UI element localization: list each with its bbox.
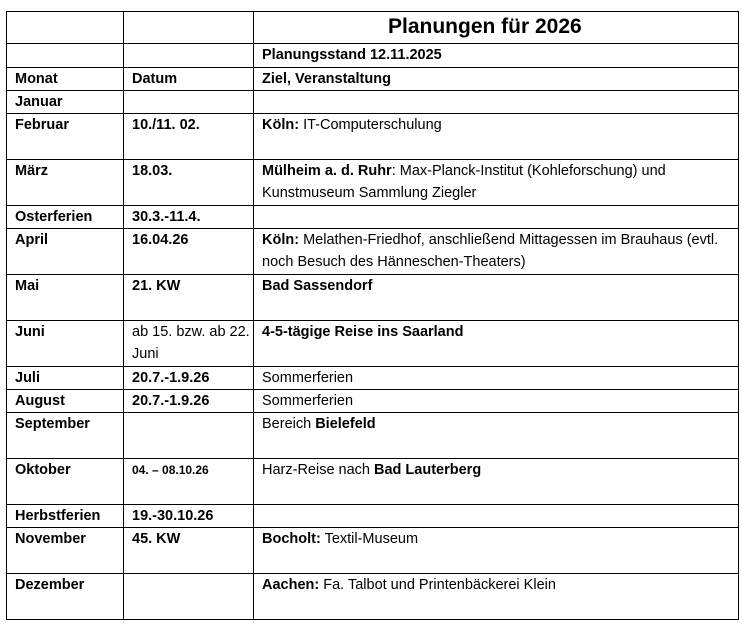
table-row (7, 91, 739, 114)
planning-status: Planungsstand 12.11.2025 (254, 44, 739, 68)
date-cell: 45. KW (124, 528, 254, 574)
empty-cell (7, 12, 124, 44)
event-prefix: Harz-Reise nach (262, 462, 375, 478)
date-cell: 19.-30.10.26 (124, 505, 254, 528)
table-row (7, 367, 739, 390)
month-cell: Februar (7, 114, 124, 160)
empty-cell (124, 12, 254, 44)
event-cell (254, 206, 739, 229)
event-cell (254, 528, 739, 574)
month-cell: Januar (7, 91, 124, 114)
date-cell (124, 91, 254, 114)
month-cell: Dezember (7, 574, 124, 620)
month-cell: April (7, 229, 124, 275)
event-place: Bielefeld (315, 416, 376, 432)
page-title: Planungen für 2026 (254, 12, 739, 44)
event-detail: : Max-Planck-Institut (Kohleforschung) und Kunstmuseum Sammlung Ziegler (262, 163, 666, 201)
event-cell (254, 321, 739, 367)
event-cell (254, 114, 739, 160)
event-detail: Fa. Talbot und Printenbäckerei Klein (319, 577, 556, 593)
event-cell (254, 459, 739, 505)
date-cell: 16.04.26 (124, 229, 254, 275)
event-cell: Sommerferien (254, 367, 739, 390)
table-row (7, 413, 739, 459)
date-cell: ab 15. bzw. ab 22. Juni (124, 321, 254, 367)
month-cell: September (7, 413, 124, 459)
month-cell: November (7, 528, 124, 574)
event-place: Köln: (262, 232, 300, 248)
month-cell: Juli (7, 367, 124, 390)
month-cell: Mai (7, 275, 124, 321)
month-cell: März (7, 160, 124, 206)
event-place: Köln: (262, 117, 300, 133)
planning-table (6, 11, 739, 620)
event-cell (254, 574, 739, 620)
event-place: Bad Lauterberg (374, 462, 482, 478)
date-cell: 18.03. (124, 160, 254, 206)
header-date: Datum (124, 68, 254, 91)
event-place: Bad Sassendorf (262, 278, 373, 294)
table-row (7, 206, 739, 229)
date-cell (124, 574, 254, 620)
table-row (7, 275, 739, 321)
event-cell (254, 160, 739, 206)
month-cell: Osterferien (7, 206, 124, 229)
event-place: Bocholt: (262, 531, 321, 547)
event-cell (254, 275, 739, 321)
table-row (7, 459, 739, 505)
table-row (7, 390, 739, 413)
event-place: Aachen: (262, 577, 320, 593)
month-cell: Oktober (7, 459, 124, 505)
table-row (7, 574, 739, 620)
event-place: 4-5-tägige Reise ins Saarland (262, 324, 464, 340)
date-cell: 20.7.-1.9.26 (124, 390, 254, 413)
month-cell: Juni (7, 321, 124, 367)
date-cell: 04. – 08.10.26 (124, 459, 254, 505)
event-cell (254, 413, 739, 459)
event-cell (254, 91, 739, 114)
header-month: Monat (7, 68, 124, 91)
date-cell: 10./11. 02. (124, 114, 254, 160)
event-detail: IT-Computerschulung (299, 117, 442, 133)
date-cell: 21. KW (124, 275, 254, 321)
date-cell (124, 413, 254, 459)
table-row (7, 321, 739, 367)
header-event: Ziel, Veranstaltung (254, 68, 739, 91)
event-detail: Melathen-Friedhof, anschließend Mittagessen im Brauhaus (evtl. noch Besuch des Hänneschen-Theaters) (262, 232, 719, 270)
month-cell: August (7, 390, 124, 413)
event-detail: Textil-Museum (320, 531, 419, 547)
date-cell: 20.7.-1.9.26 (124, 367, 254, 390)
event-cell (254, 505, 739, 528)
event-cell (254, 229, 739, 275)
table-row (7, 528, 739, 574)
empty-cell (7, 44, 124, 68)
table-row (7, 229, 739, 275)
event-prefix: Bereich (262, 416, 316, 432)
table-row (7, 160, 739, 206)
table-row (7, 114, 739, 160)
event-place: Mülheim a. d. Ruhr (262, 163, 392, 179)
event-cell: Sommerferien (254, 390, 739, 413)
month-cell: Herbstferien (7, 505, 124, 528)
empty-cell (124, 44, 254, 68)
date-cell: 30.3.-11.4. (124, 206, 254, 229)
table-row (7, 505, 739, 528)
